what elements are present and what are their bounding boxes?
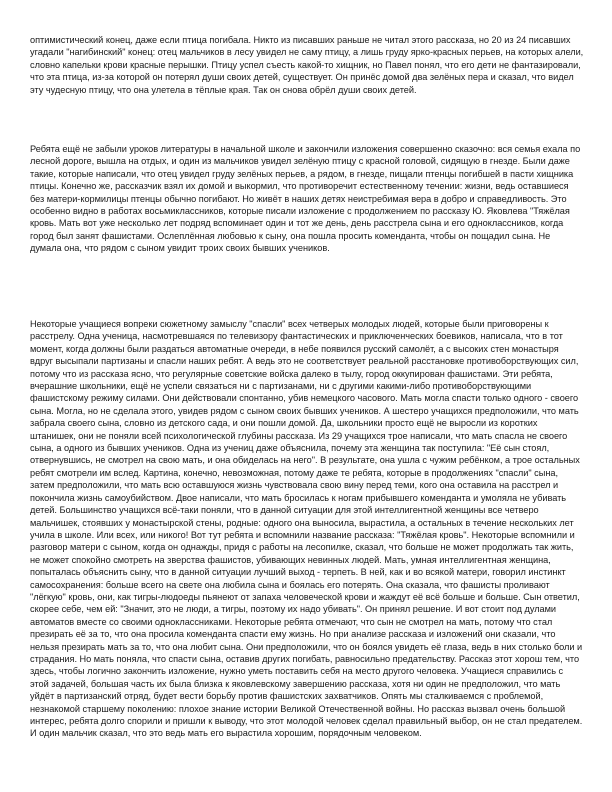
paragraph-fairytale-endings: Ребята ещё не забыли уроков литературы в начальной школе и закончили изложения совершенно сказочно: вся семья ехала по лесной дороге, вышла на отдых, и один из мальчиков увидел зелёную птицу с красной головой, сидящую в гнезде. Были даже такие, которые написали, что отец увидел груду зелёных перьев, а рядом, в гнезде, пищали птенцы погибшей в пасти хищника птицы. Конечно же, рассказчик взял их домой и выкормил, что противоречит естественному течении: жизни, ведь оставшиеся без матери-кормилицы птенцы обычно погибают. Но живёт в наших детях неистребимая вера в добро и справедливость. Это особенно видно в работах восьмиклассников, которые писали изложение с продолжением по рассказу Ю. Яковлева "Тяжёлая кровь. Мать вот уже несколько лет подряд вспоминает один и тот же день, день расстрела сына и его одноклассников, когда город был занят фашистами. Ослеплённая любовью к сыну, она пошла просить коменданта, чтобы он пощадил сына. Не думала она, что рядом с сыном увидит троих своих бывших учеников. xyxy=(30,144,581,254)
paragraph-bird-story-ending: оптимистический конец, даже если птица погибала. Никто из писавших раньше не читал этого рассказа, но 20 из 24 писавших угадали "нагибинский" конец: отец мальчиков в лесу увидел не саму птицу, а лишь груду ярко-красных перьев, на которых алели, словно капельки крови красные перышки. Птицу успел съесть какой-то хищник, но Павел понял, что его дети не фантазировали, что эта птица, из-за которой он потерял души своих детей, существует. Он принёс домой два зелёных пера и сказал, что видел эту чудесную птицу, что она улетела в тёплые края. Так он снова обрёл души своих детей. xyxy=(30,35,584,95)
paragraph-heavy-blood-analysis: Некоторые учащиеся вопреки сюжетному замыслу "спасли" всех четверых молодых людей, которые были приговорены к расстрелу. Одна ученица, насмотревшаяся по телевизору фантастических и приключенческих боевиков, написала, что в тот момент, когда должны были раздаться автоматные очереди, в небе появился русский самолёт, а с высоких стен монастыря вдруг высыпали партизаны и спасли наших ребят. А ведь это не соответствует реальной расстановке противоборствующих сил, потому что из рассказа ясно, что регулярные советские войска далеко в тылу, город оккупирован фашистами. Эти ребята, вчерашние школьники, ещё не успели связаться ни с партизанами, ни с другими какими-либо противоборствующими фашистскому режиму силами. Они действовали спонтанно, убив немецкого часового. Мать могла спасти только одного - своего сына. Могла, но не сделала этого, увидев рядом с сыном своих бывших учеников. А шестеро учащихся предположили, что мать забрала своего сына, словно из детского сада, и они пошли домой. Да, школьники просто ещё не выросли из коротких штанишек, они не поняли всей психологической глубины рассказа. Из 29 учащихся трое написали, что мать спасла не своего сына, а одного из бывших учеников. Одна из учениц даже объяснила, почему эта женщина так поступила: "Её сын стоял, отвернувшись, не смотрел на свою мать, и она обиделась на него". В результате, она ушла с чужим ребёнком, а трое остальных ребят смотрели им вслед. Картина, конечно, невозможная, потому даже те ребята, которые в продолжениях "спасли" сына, затем предположили, что мать всю оставшуюся жизнь чувствовала свою вину перед теми, кого она оставила на расстрел и покончила жизнь самоубийством. Двое написали, что мать бросилась к ногам прибывшего коменданта и умоляла не убивать детей. Большинство учащихся всё-таки поняли, что в данной ситуации для этой интеллигентной женщины все четверо мальчишек, стоявших у монастырской стены, родные: одного она выносила, вырастила, а остальных в течение нескольких лет учила в школе. Или всех, или никого! Вот тут ребята и вспомнили название рассказа: "Тяжёлая кровь". Некоторые вспомнили и разговор матери с сыном, когда он однажды, придя с работы на лесопилке, сказал, что больше не может продолжать так жить, не может спокойно смотреть на зверства фашистов, убивающих невинных людей. Мать, умная интеллигентная женщина, попыталась объяснить сыну, что в данной ситуации лучший выход - терпеть. В ней, как и во всякой матери, говорил инстинкт самосохранения: больше всего на свете она любила сына и боялась его потерять. Она сказала, что фашисты проливают "лёгкую" кровь, они, как тигры-людоеды пьянеют от запаха человеческой крови и жаждут её всё больше и больше. Сын ответил, скорее себе, чем ей: "Значит, это не люди, а тигры, поэтому их надо убивать". Он принял решение. И вот стоит под дулами автоматов вместе со своими одноклассниками. Некоторые ребята отмечают, что сын не смотрел на мать, потому что стал презирать её за то, что она просила коменданта спасти ему жизнь. Но при анализе рассказа и изложений они сказали, что нельзя презирать мать за то, что она любит сына. Они предположили, что он боялся увидеть её глаза, ведь в них столько боли и страдания. Но мать поняла, что спасти сына, оставив других погибать, равносильно предательству. Рассказ этот хорош тем, что здесь, чтобы логично закончить изложение, нужно уметь поставить себя на место другого человека. Учащиеся справились с этой задачей, большая часть их была близка к яковлевскому завершению рассказа, хотя ни один не предположил, что мать уйдёт в партизанский отряд, будет вести борьбу против фашистских захватчиков. Опять мы сталкиваемся с проблемой, незнакомой старшему поколению: плохое знание истории Великой Отечественной войны. Но рассказ вызвал очень большой интерес, ребята долго спорили и пришли к выводу, что этот молодой человек сделал правильный выбор, он не стал предателем. И один мальчик сказал, что это ведь мать его вырастила хорошим, порядочным человеком. xyxy=(30,319,583,739)
